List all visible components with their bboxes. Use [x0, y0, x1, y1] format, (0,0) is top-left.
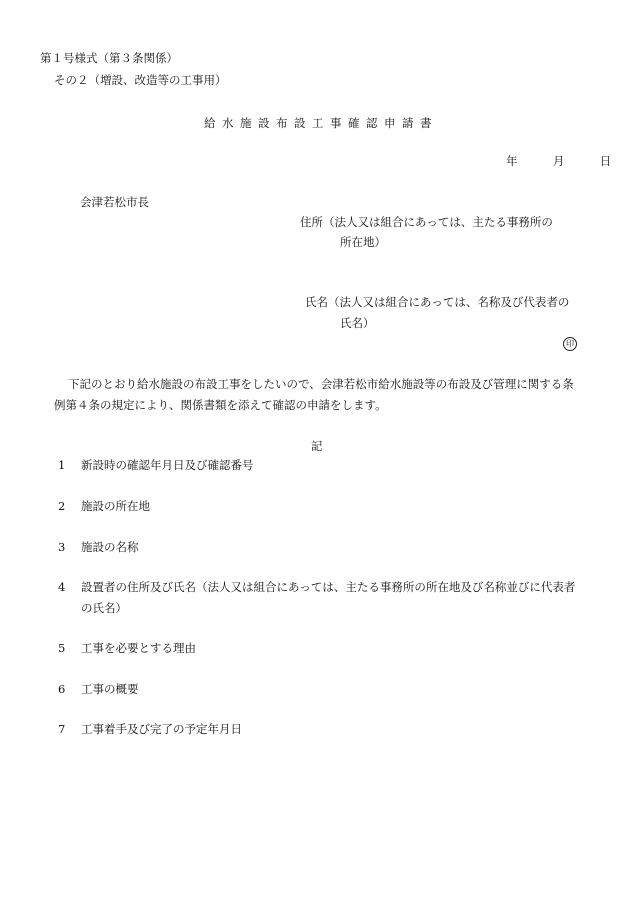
addressee: 会津若松市長 [80, 195, 149, 209]
item-number: 6 [58, 682, 66, 696]
document-title: 給水施設布設工事確認申請書 [204, 116, 438, 130]
body-text-line1: 下記のとおり給水施設の布設工事をしたいので、会津若松市給水施設等の布設及び管理に関する条 [68, 377, 574, 391]
address-label: 住所（法人又は組合にあっては、主たる事務所の [300, 215, 553, 229]
form-subtype: その２（増設、改造等の工事用） [54, 73, 227, 87]
name-label-cont: 氏名） [340, 316, 375, 330]
item-number: 2 [58, 499, 66, 513]
item-label: 施設の名称 [81, 540, 139, 554]
item-label: 新設時の確認年月日及び確認番号 [81, 458, 254, 472]
seal-icon: 印 [563, 337, 577, 351]
item-label: 工事を必要とする理由 [81, 641, 196, 655]
item-label: 施設の所在地 [81, 499, 150, 513]
item-number: 5 [58, 641, 66, 655]
item-label: 工事の概要 [81, 682, 139, 696]
item-number: 1 [58, 458, 66, 472]
date-year-label: 年 [506, 154, 518, 168]
body-text-line2: 例第４条の規定により、関係書類を添えて確認の申請をします。 [54, 398, 387, 412]
date-row [506, 156, 611, 168]
item-label-cont: の氏名） [81, 601, 127, 615]
item-number: 4 [58, 580, 66, 594]
form-number: 第１号様式（第３条関係） [40, 51, 178, 65]
address-label-cont: 所在地） [340, 235, 386, 249]
ki-heading: 記 [311, 439, 323, 453]
item-number: 3 [58, 540, 66, 554]
date-day-label: 日 [599, 154, 612, 168]
name-label: 氏名（法人又は組合にあっては、名称及び代表者の [305, 295, 570, 309]
item-label: 工事着手及び完了の予定年月日 [81, 722, 242, 736]
item-label: 設置者の住所及び氏名（法人又は組合にあっては、主たる事務所の所在地及び名称並びに代表者 [81, 580, 576, 594]
seal-mark [563, 337, 577, 351]
date-month-label: 月 [552, 154, 565, 168]
item-number: 7 [58, 722, 66, 736]
